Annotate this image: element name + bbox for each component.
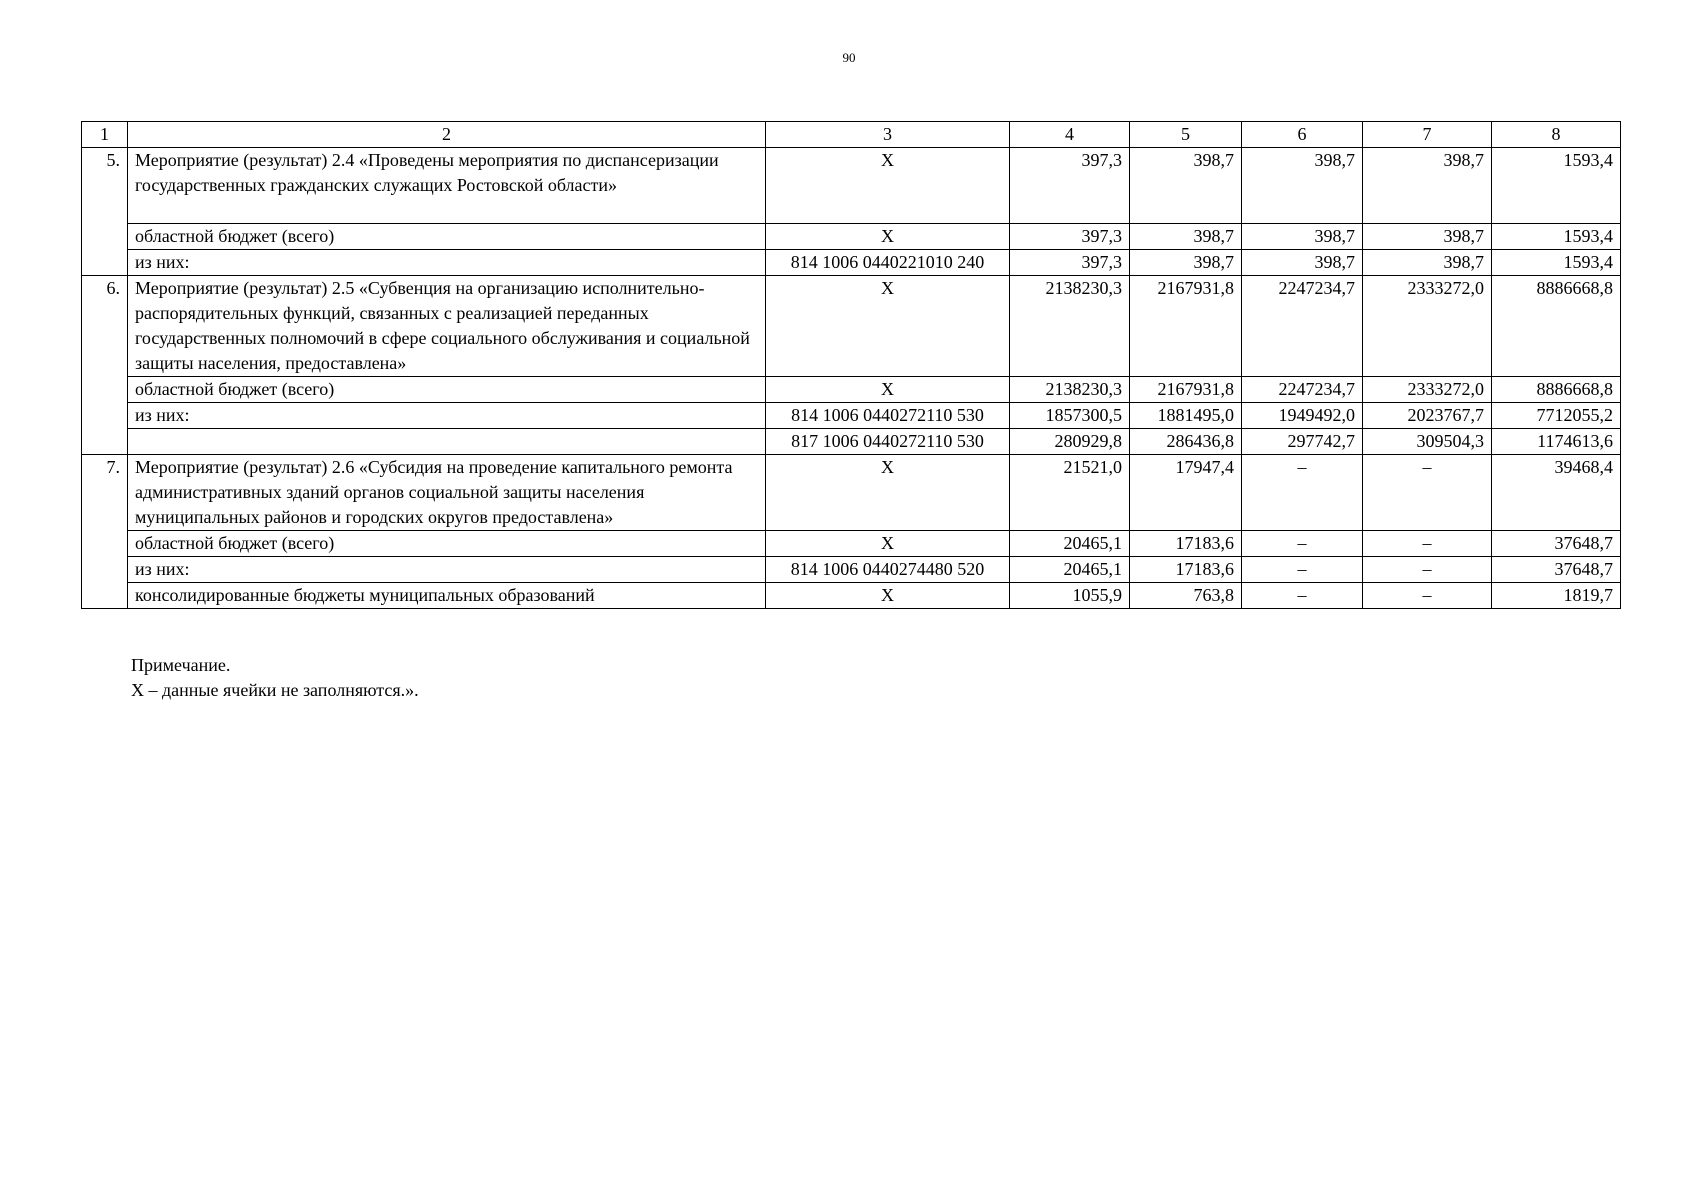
value-cell: 286436,8 <box>1130 429 1242 455</box>
table-row <box>82 583 1621 609</box>
value-cell: 8886668,8 <box>1492 276 1621 377</box>
header-cell: 6 <box>1242 122 1363 148</box>
header-cell: 4 <box>1010 122 1130 148</box>
description-cell <box>128 429 766 455</box>
value-cell: 297742,7 <box>1242 429 1363 455</box>
code-cell: 817 1006 0440272110 530 <box>766 429 1010 455</box>
value-cell: 763,8 <box>1130 583 1242 609</box>
value-cell: 397,3 <box>1010 250 1130 276</box>
header-cell: 1 <box>82 122 128 148</box>
value-cell: 17183,6 <box>1130 557 1242 583</box>
value-cell: 398,7 <box>1242 224 1363 250</box>
value-cell: 309504,3 <box>1363 429 1492 455</box>
value-cell: 37648,7 <box>1492 557 1621 583</box>
code-cell: X <box>766 276 1010 377</box>
note-title: Примечание. <box>131 655 231 675</box>
table-row <box>82 377 1621 403</box>
table-row <box>82 250 1621 276</box>
table-row <box>82 224 1621 250</box>
table-row <box>82 531 1621 557</box>
value-cell: 398,7 <box>1363 148 1492 224</box>
value-cell: 20465,1 <box>1010 557 1130 583</box>
value-cell: – <box>1363 455 1492 531</box>
value-cell: – <box>1242 583 1363 609</box>
description-cell: из них: <box>128 403 766 429</box>
value-cell: 2138230,3 <box>1010 377 1130 403</box>
value-cell: 1819,7 <box>1492 583 1621 609</box>
row-number: 7. <box>82 455 128 609</box>
value-cell: – <box>1363 531 1492 557</box>
description-cell: консолидированные бюджеты муниципальных образований <box>128 583 766 609</box>
value-cell: – <box>1363 583 1492 609</box>
table-row <box>82 429 1621 455</box>
value-cell: 1593,4 <box>1492 148 1621 224</box>
description-cell: областной бюджет (всего) <box>128 377 766 403</box>
table-row <box>82 557 1621 583</box>
value-cell: – <box>1242 557 1363 583</box>
code-cell: X <box>766 455 1010 531</box>
description-cell: из них: <box>128 557 766 583</box>
value-cell: 398,7 <box>1363 224 1492 250</box>
value-cell: 39468,4 <box>1492 455 1621 531</box>
value-cell: 398,7 <box>1130 148 1242 224</box>
value-cell: 398,7 <box>1242 250 1363 276</box>
value-cell: 2333272,0 <box>1363 377 1492 403</box>
value-cell: 397,3 <box>1010 224 1130 250</box>
value-cell: 1593,4 <box>1492 224 1621 250</box>
value-cell: 280929,8 <box>1010 429 1130 455</box>
value-cell: 2333272,0 <box>1363 276 1492 377</box>
code-cell: X <box>766 377 1010 403</box>
row-number: 5. <box>82 148 128 276</box>
table-row <box>82 455 1621 531</box>
value-cell: 398,7 <box>1363 250 1492 276</box>
value-cell: 37648,7 <box>1492 531 1621 557</box>
value-cell: – <box>1363 557 1492 583</box>
value-cell: 2138230,3 <box>1010 276 1130 377</box>
description-cell: Мероприятие (результат) 2.6 «Субсидия на проведение капитального ремонта административных зданий органов социальной защиты населения муниципальных районов и городских округов предоставлена» <box>128 455 766 531</box>
value-cell: 8886668,8 <box>1492 377 1621 403</box>
description-cell: Мероприятие (результат) 2.4 «Проведены мероприятия по диспансеризации государственных гражданских служащих Ростовской области» <box>128 148 766 224</box>
budget-table <box>81 121 1621 609</box>
value-cell: 1881495,0 <box>1130 403 1242 429</box>
header-row <box>82 122 1621 148</box>
code-cell: X <box>766 224 1010 250</box>
description-cell: областной бюджет (всего) <box>128 531 766 557</box>
value-cell: 1857300,5 <box>1010 403 1130 429</box>
value-cell: 398,7 <box>1130 224 1242 250</box>
code-cell: X <box>766 148 1010 224</box>
description-cell: из них: <box>128 250 766 276</box>
page-number: 90 <box>842 50 856 65</box>
code-cell: 814 1006 0440274480 520 <box>766 557 1010 583</box>
value-cell: 1055,9 <box>1010 583 1130 609</box>
note <box>131 653 419 703</box>
description-cell: областной бюджет (всего) <box>128 224 766 250</box>
value-cell: 1174613,6 <box>1492 429 1621 455</box>
code-cell: 814 1006 0440272110 530 <box>766 403 1010 429</box>
value-cell: 7712055,2 <box>1492 403 1621 429</box>
table-row <box>82 276 1621 377</box>
code-cell: X <box>766 531 1010 557</box>
value-cell: 20465,1 <box>1010 531 1130 557</box>
header-cell: 3 <box>766 122 1010 148</box>
header-cell: 5 <box>1130 122 1242 148</box>
note-text: Х – данные ячейки не заполняются.». <box>131 680 419 700</box>
value-cell: 397,3 <box>1010 148 1130 224</box>
value-cell: 2167931,8 <box>1130 276 1242 377</box>
value-cell: 1593,4 <box>1492 250 1621 276</box>
table-row <box>82 403 1621 429</box>
description-cell: Мероприятие (результат) 2.5 «Субвенция на организацию исполнительно-распорядительных функций, связанных с реализацией переданных государственных полномочий в сфере социального обслуживания и социальной защиты населения, предоставлена» <box>128 276 766 377</box>
value-cell: 2247234,7 <box>1242 276 1363 377</box>
value-cell: 398,7 <box>1130 250 1242 276</box>
value-cell: 2167931,8 <box>1130 377 1242 403</box>
code-cell: 814 1006 0440221010 240 <box>766 250 1010 276</box>
value-cell: 398,7 <box>1242 148 1363 224</box>
value-cell: 1949492,0 <box>1242 403 1363 429</box>
value-cell: 21521,0 <box>1010 455 1130 531</box>
header-cell: 7 <box>1363 122 1492 148</box>
value-cell: 2247234,7 <box>1242 377 1363 403</box>
value-cell: 2023767,7 <box>1363 403 1492 429</box>
header-cell: 2 <box>128 122 766 148</box>
code-cell: X <box>766 583 1010 609</box>
table-row <box>82 148 1621 224</box>
header-cell: 8 <box>1492 122 1621 148</box>
value-cell: – <box>1242 455 1363 531</box>
row-number: 6. <box>82 276 128 455</box>
value-cell: – <box>1242 531 1363 557</box>
value-cell: 17947,4 <box>1130 455 1242 531</box>
value-cell: 17183,6 <box>1130 531 1242 557</box>
